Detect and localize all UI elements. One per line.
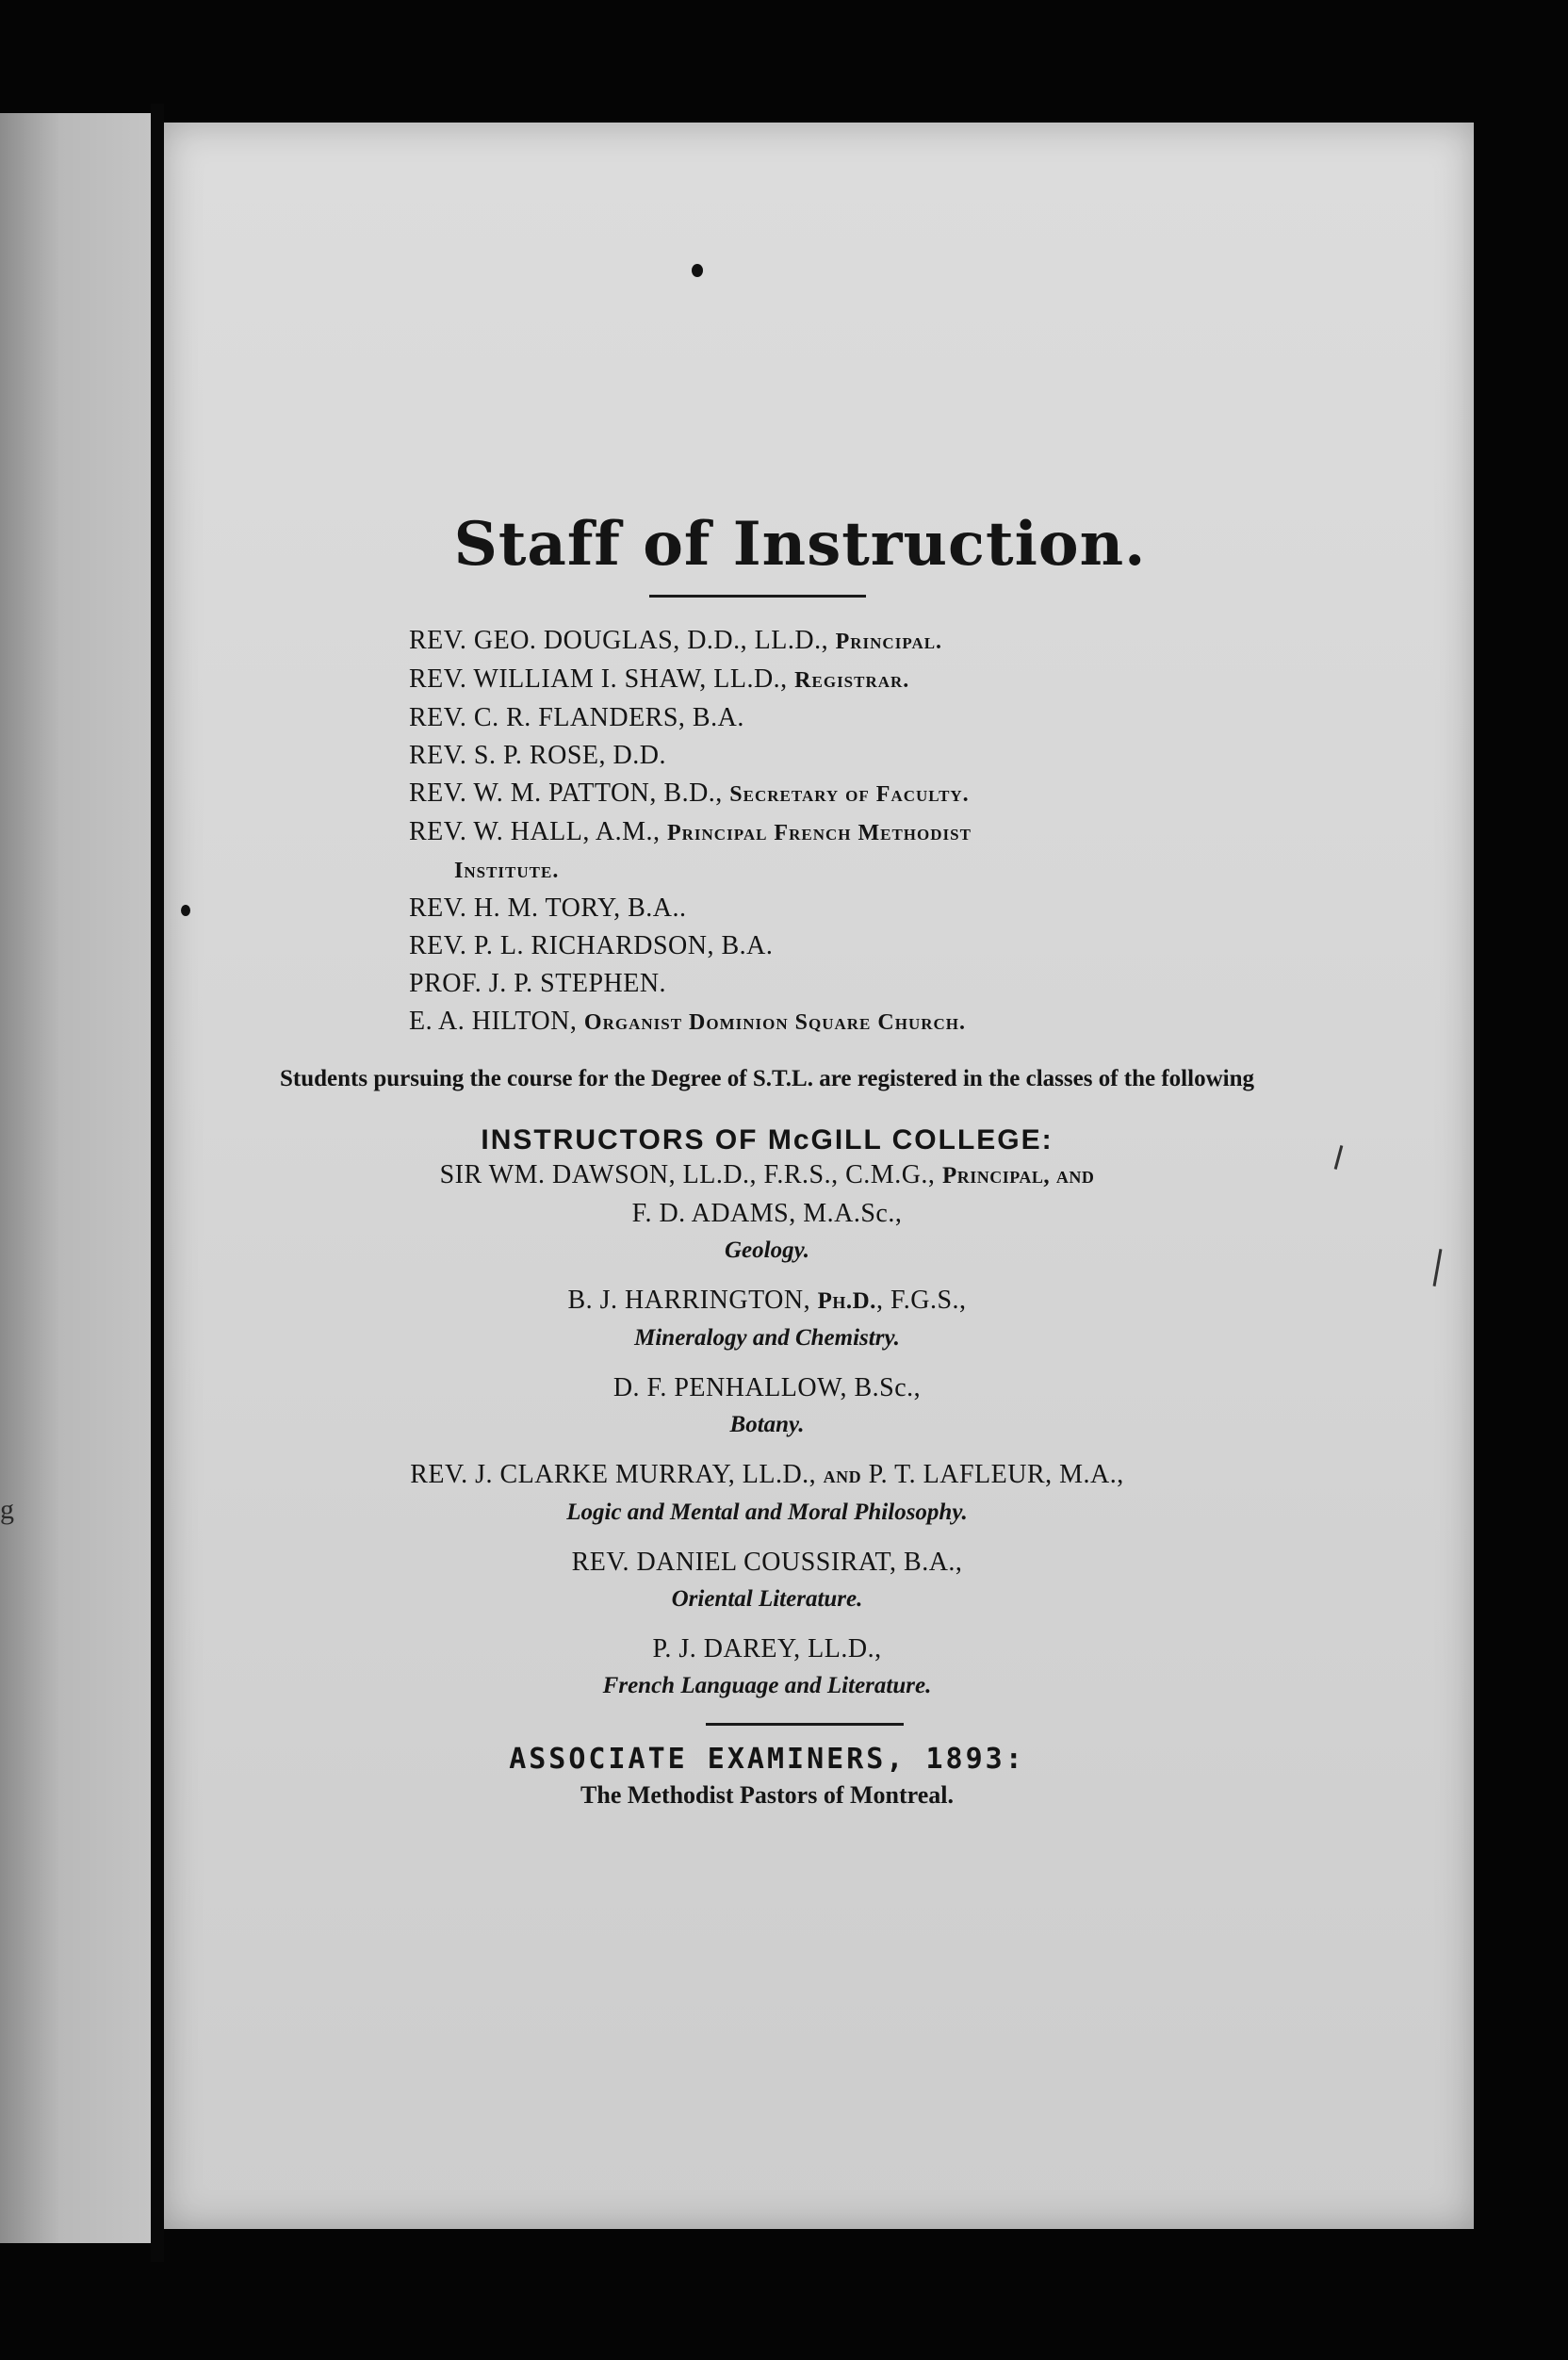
instructor-entry: SIR WM. DAWSON, LL.D., F.R.S., C.M.G., Principal, and F. D. ADAMS, M.A.Sc., Geology. [60,1156,1474,1269]
instructor-subject: Geology. [724,1237,809,1263]
instructor-entry [60,1631,1474,1704]
left-page-edge-letter: g [0,1494,14,1525]
instructor-name: D. F. PENHALLOW, B.Sc., [612,1373,922,1402]
examiners-text: The Methodist Pastors of Montreal. [580,1781,954,1809]
instructor-subject: Logic and Mental and Moral Philosophy. [566,1500,968,1525]
page-title: Staff of Instruction. [453,509,1147,580]
instructor-subject: Oriental Literature. [671,1586,863,1612]
examiners-heading: ASSOCIATE EXAMINERS, 1893: [509,1743,1025,1776]
instructor-subject: Mineralogy and Chemistry. [634,1325,900,1351]
staff-item: E. A. HILTON, Organist Dominion Square Church. [409,1007,966,1036]
instructor-entry: REV. J. CLARKE MURRAY, LL.D., and P. T. LAFLEUR, M.A., Logic and Mental and Moral Philosophy. [60,1456,1474,1531]
instructor-entry [60,1544,1474,1617]
staff-item: PROF. J. P. STEPHEN. [409,969,667,998]
staff-item: REV. WILLIAM I. SHAW, LL.D., Registrar. [409,664,910,694]
staff-list [409,622,1474,1041]
instructor-entry: B. J. HARRINGTON, Ph.D., F.G.S., Mineralogy and Chemistry. [60,1282,1474,1356]
title-rule [649,595,866,598]
staff-item: REV. P. L. RICHARDSON, B.A. [409,931,774,960]
instructors-heading: INSTRUCTORS OF McGILL COLLEGE: [481,1124,1054,1155]
instructor-subject: French Language and Literature. [602,1673,932,1698]
instructor-entry [60,1369,1474,1443]
staff-item: REV. C. R. FLANDERS, B.A. [409,703,744,732]
staff-item: REV. GEO. DOUGLAS, D.D., LL.D., Principal. [409,626,943,655]
instructor-name: REV. DANIEL COUSSIRAT, B.A., [571,1548,963,1577]
staff-item: REV. S. P. ROSE, D.D. [409,741,666,770]
instructor-name: F. D. ADAMS, M.A.Sc., [631,1199,903,1228]
instructor-name: P. J. DAREY, LL.D., [652,1634,882,1663]
students-note: Students pursuing the course for the Degree of S.T.L. are registered in the classes of the following [280,1066,1254,1091]
staff-item: REV. W. HALL, A.M., Principal French Methodist Institute. [409,817,972,883]
staff-item: REV. H. M. TORY, B.A.. [409,893,687,923]
page-content [164,509,1474,1810]
instructor-subject: Botany. [729,1412,805,1437]
ink-speck [692,264,703,277]
examiners-rule [706,1723,904,1726]
staff-item: REV. W. M. PATTON, B.D., Secretary of Faculty. [409,778,970,808]
